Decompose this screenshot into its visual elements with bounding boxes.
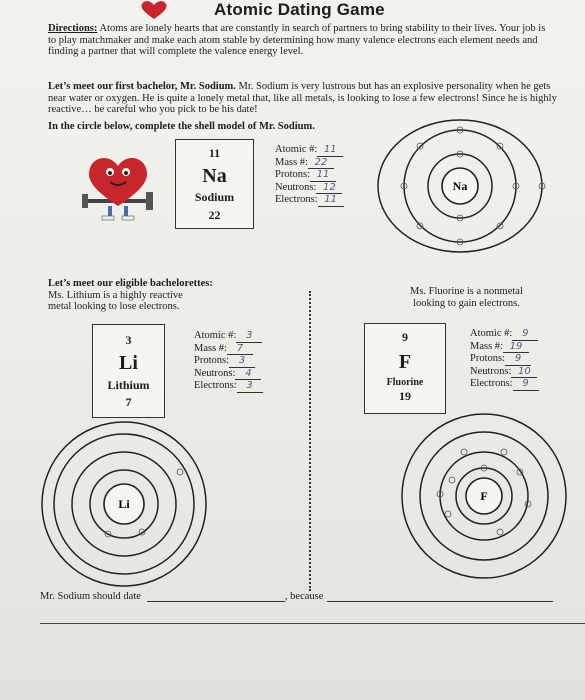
section-divider (309, 291, 311, 591)
mass-label: Mass #: (275, 156, 308, 168)
protons-label: Protons: (470, 353, 506, 364)
sodium-mass: 22 (208, 208, 221, 222)
fluorine-mass: 19 (399, 389, 411, 403)
sodium-nucleus-label: Na (452, 179, 468, 193)
directions-paragraph (48, 23, 548, 58)
neutrons-label: Neutrons: (470, 365, 512, 377)
lithium-atomic-number: 3 (125, 333, 132, 347)
shell-instruction: In the circle below, complete the shell model of Mr. Sodium. (48, 121, 315, 132)
mass-label: Mass #: (470, 340, 503, 352)
page-title: Atomic Dating Game (214, 0, 385, 19)
bachelorettes-heading: Let’s meet our eligible bachelorettes: (48, 278, 213, 289)
fluorine-name: Fluorine (386, 377, 424, 388)
intro-lead: Let’s meet our first bachelor, Mr. Sodium. (48, 81, 236, 92)
date-choice-blank[interactable] (147, 591, 285, 602)
fluorine-atomic-answer[interactable]: 9 (512, 328, 538, 341)
lithium-name: Lithium (107, 378, 150, 392)
mass-label: Mass #: (194, 342, 227, 354)
protons-label: Protons: (194, 355, 230, 366)
answer-line[interactable] (40, 623, 585, 624)
atomic-label: Atomic #: (194, 330, 237, 341)
lithium-element-card (92, 324, 165, 418)
sodium-atomic-number: 11 (208, 146, 221, 160)
fluorine-element-card (364, 323, 446, 414)
fluorine-atomic-number: 9 (402, 330, 408, 344)
neutrons-label: Neutrons: (275, 181, 317, 193)
lithium-mass: 7 (125, 395, 132, 409)
heart-mascot-icon (80, 146, 156, 222)
lithium-symbol: Li (119, 352, 138, 374)
lithium-neutrons-answer[interactable]: 4 (235, 368, 261, 381)
protons-label: Protons: (275, 169, 311, 180)
fluorine-electrons-answer[interactable]: 9 (513, 378, 539, 391)
sodium-protons-answer[interactable]: 11 (310, 169, 336, 182)
sodium-shell-model (378, 120, 554, 260)
electrons-label: Electrons: (470, 378, 513, 389)
atomic-label: Atomic #: (470, 328, 513, 339)
sodium-electrons-answer[interactable]: 11 (318, 194, 344, 207)
directions-label: Directions: (48, 23, 98, 34)
lithium-electrons-answer[interactable]: 3 (237, 380, 263, 393)
fluorine-stats (470, 328, 539, 391)
fluorine-shell-model (400, 418, 570, 578)
fluorine-protons-answer[interactable]: 9 (505, 353, 531, 366)
conclusion-start: Mr. Sodium should date (40, 591, 141, 602)
sodium-element-card (175, 139, 254, 229)
reason-blank[interactable] (327, 591, 553, 602)
neutrons-label: Neutrons: (194, 367, 236, 379)
fluorine-mass-answer[interactable]: 19 (503, 341, 529, 354)
lithium-note: Ms. Lithium is a highly reactive metal looking to lose electrons. (48, 289, 183, 312)
fluorine-symbol: F (398, 351, 412, 373)
intro-paragraph (48, 81, 568, 116)
sodium-neutrons-answer[interactable]: 12 (316, 182, 342, 195)
intro-text: Mr. Sodium is very lustrous but has an explosive personality when he gets near water or oxygen. He is quite a lonely metal that, like all metals, is looking to lose a few electrons! Since he is highly reactive… be careful who you pick to be his date! (48, 81, 557, 115)
bachelorettes-section (48, 278, 213, 313)
lithium-nucleus-label: Li (118, 497, 130, 511)
lithium-atomic-answer[interactable]: 3 (236, 330, 262, 343)
atomic-label: Atomic #: (275, 144, 318, 155)
conclusion-sentence (40, 591, 553, 602)
fluorine-nucleus-label: F (480, 489, 488, 503)
directions-text: Atoms are lonely hearts that are constantly in search of partners to bring stability to their lives. Your job is to play matchmaker and make each atom stable by determining how many valence electrons each element needs and finding a partner that will complete the valence energy level. (48, 23, 546, 57)
lithium-stats (194, 330, 263, 393)
sodium-name: Sodium (194, 190, 235, 204)
lithium-mass-answer[interactable]: 7 (227, 343, 253, 356)
fluorine-neutrons-answer[interactable]: 10 (511, 366, 537, 379)
lithium-shell-model (42, 432, 212, 582)
because-label: , because (284, 591, 324, 602)
sodium-mass-answer[interactable]: 22 (308, 157, 334, 170)
fluorine-note-line-2: looking to gain electrons. (413, 297, 520, 309)
electrons-label: Electrons: (194, 380, 237, 391)
sodium-atomic-answer[interactable]: 11 (317, 144, 343, 157)
fluorine-note (410, 286, 523, 309)
lithium-protons-answer[interactable]: 3 (229, 355, 255, 368)
sodium-stats (275, 144, 344, 207)
sodium-symbol: Na (202, 165, 227, 187)
electrons-label: Electrons: (275, 194, 318, 205)
fluorine-note-line-1: Ms. Fluorine is a nonmetal (410, 286, 523, 297)
heart-logo-icon (140, 0, 168, 20)
